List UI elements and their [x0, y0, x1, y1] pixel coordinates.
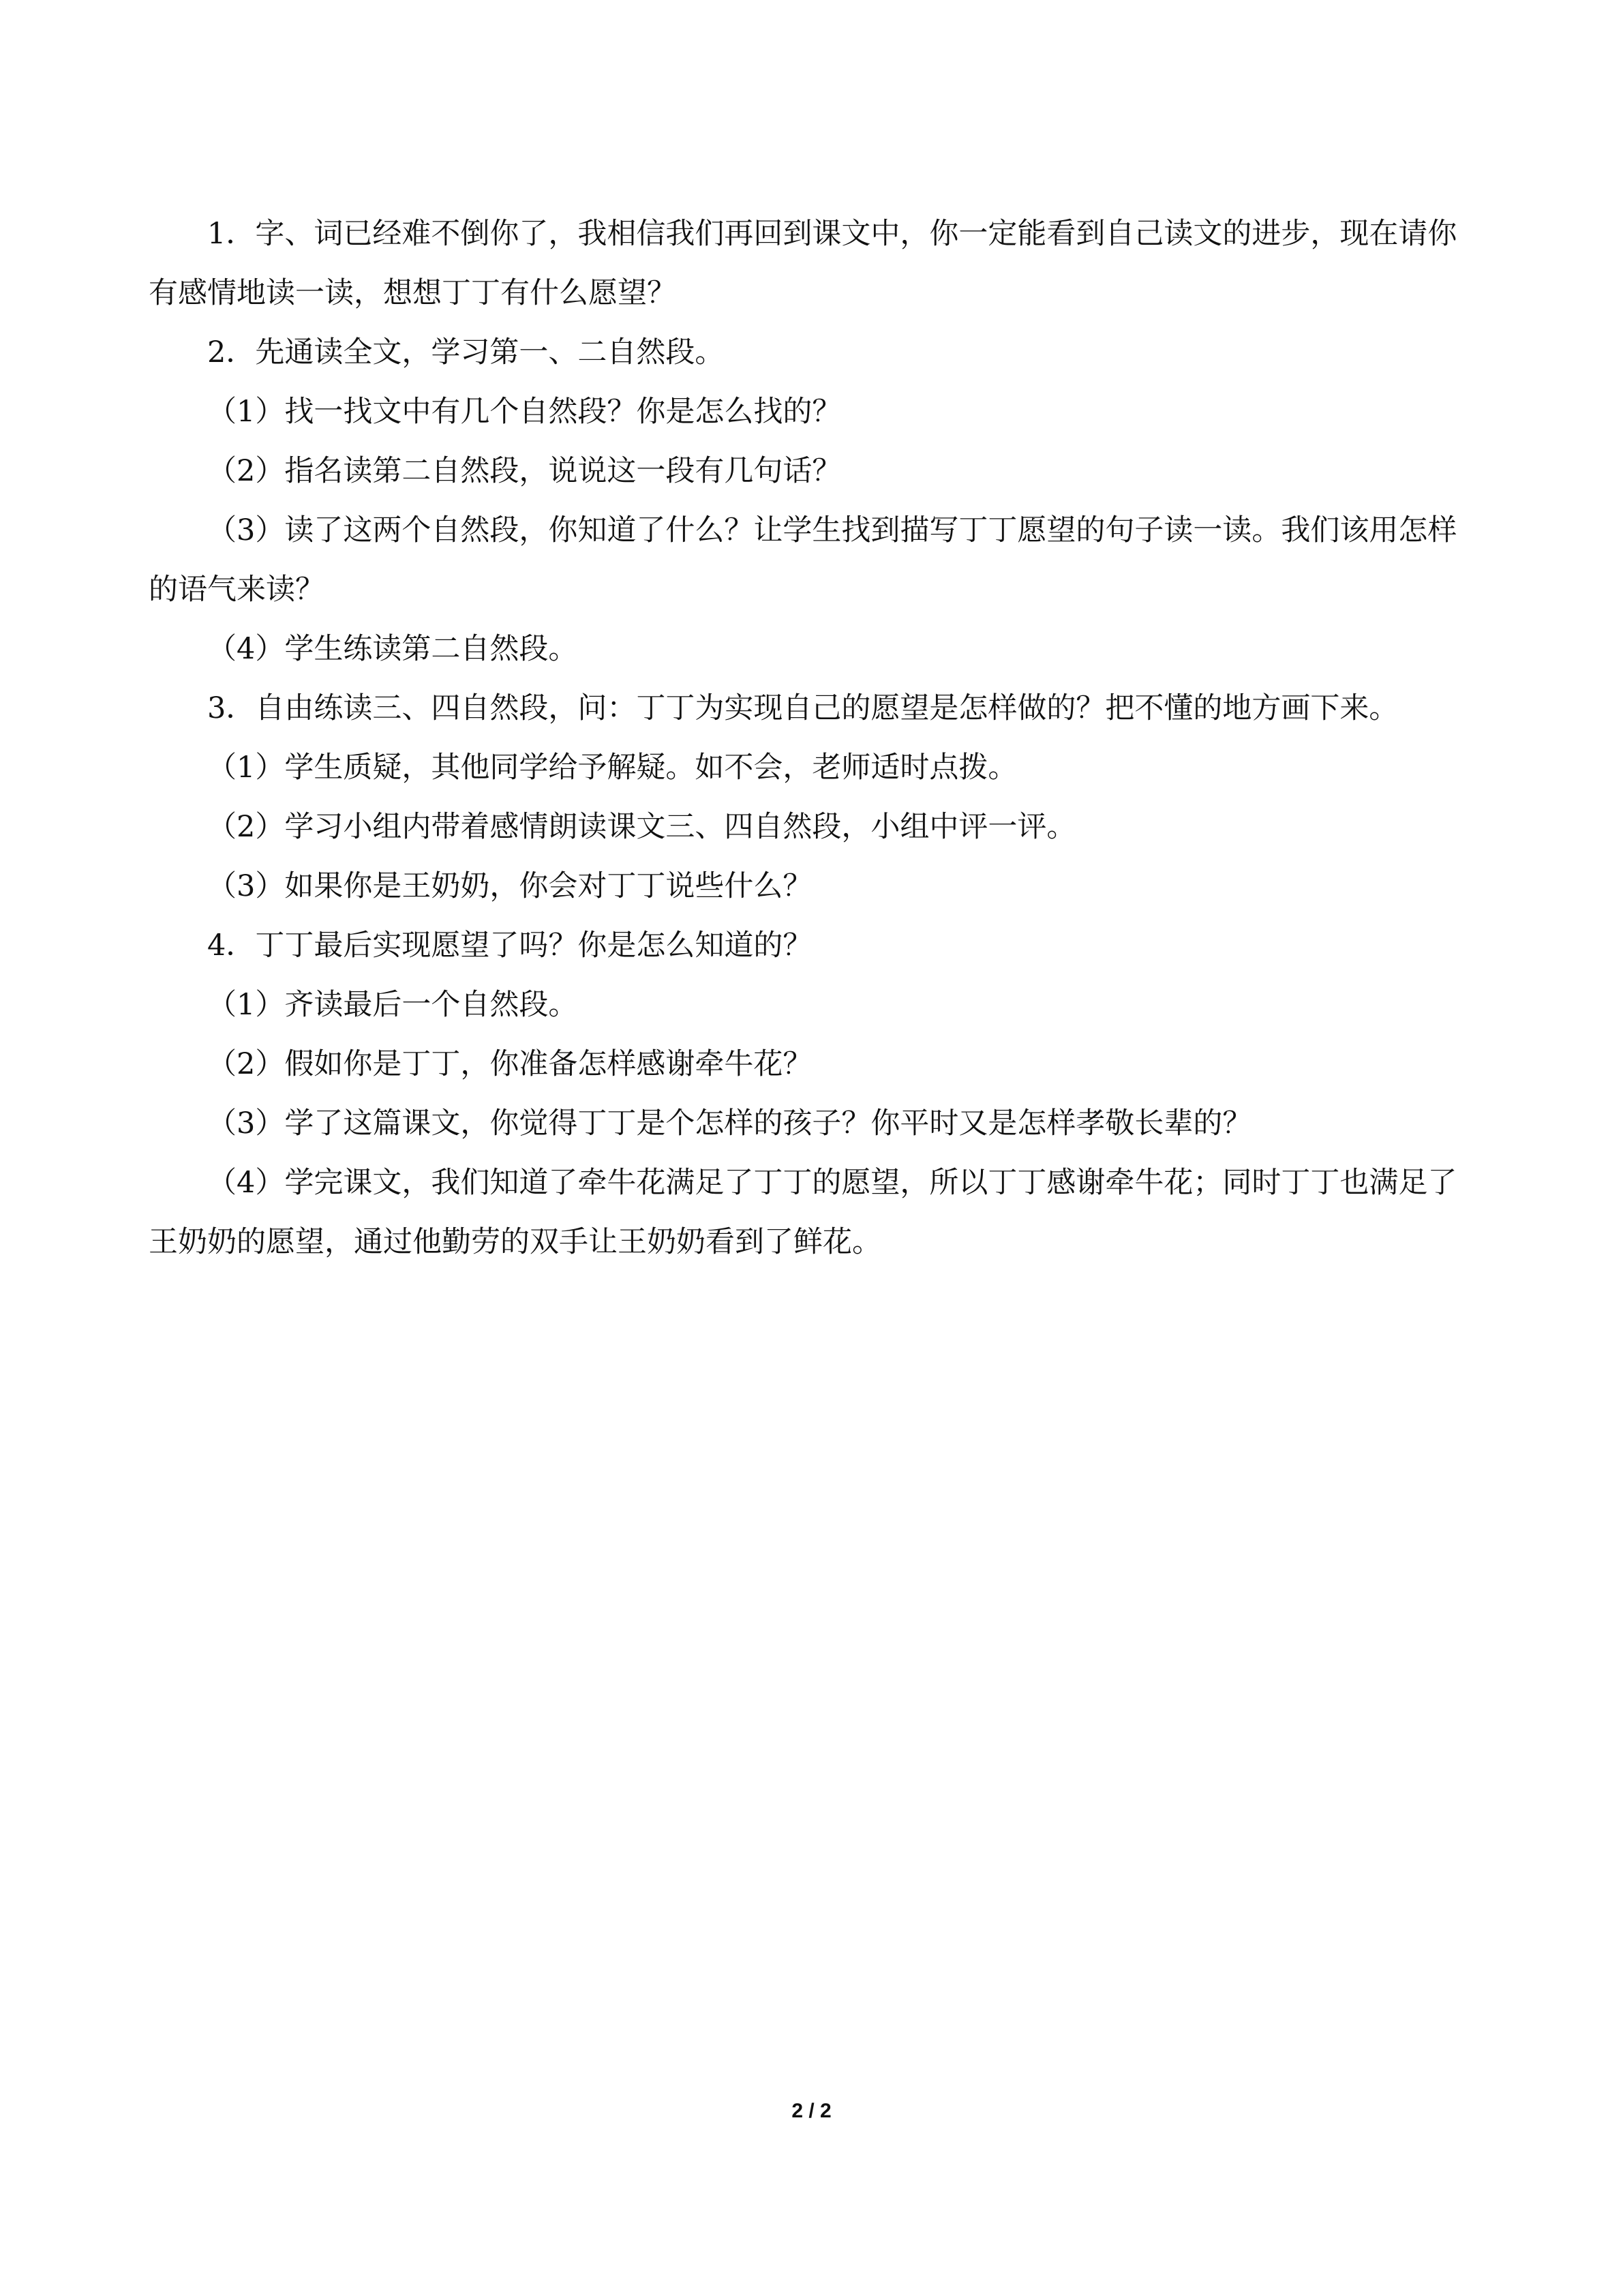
paragraph-step-2-1: （1）找一找文中有几个自然段？你是怎么找的？	[207, 395, 842, 429]
page-number: 2 / 2	[791, 2100, 832, 2122]
paragraph-step-2: 2．先通读全文，学习第一、二自然段。	[207, 335, 725, 369]
paragraph-step-2-3: （3）读了这两个自然段，你知道了什么？让学生找到描写丁丁愿望的句子读一读。我们该用怎样的语气来读？	[149, 513, 1457, 607]
paragraph-step-4-1: （1）齐读最后一个自然段。	[207, 988, 578, 1022]
paragraph-step-4-4: （4）学完课文，我们知道了牵牛花满足了丁丁的愿望，所以丁丁感谢牵牛花；同时丁丁也满足了王奶奶的愿望，通过他勤劳的双手让王奶奶看到了鲜花。	[149, 1166, 1457, 1259]
paragraph-step-3-3: （3）如果你是王奶奶，你会对丁丁说些什么？	[207, 869, 813, 903]
paragraph-step-4: 4．丁丁最后实现愿望了吗？你是怎么知道的？	[207, 928, 813, 963]
paragraph-step-4-2: （2）假如你是丁丁，你准备怎样感谢牵牛花？	[207, 1047, 813, 1081]
document-body	[149, 205, 1475, 1272]
paragraph-step-2-4: （4）学生练读第二自然段。	[207, 632, 578, 666]
paragraph-step-1: 1．字、词已经难不倒你了，我相信我们再回到课文中，你一定能看到自己读文的进步，现在请你有感情地读一读，想想丁丁有什么愿望？	[149, 217, 1457, 310]
paragraph-step-3-1: （1）学生质疑，其他同学给予解疑。如不会，老师适时点拨。	[207, 751, 1018, 785]
paragraph-step-3-2: （2）学习小组内带着感情朗读课文三、四自然段，小组中评一评。	[207, 810, 1076, 844]
paragraph-step-4-3: （3）学了这篇课文，你觉得丁丁是个怎样的孩子？你平时又是怎样孝敬长辈的？	[207, 1106, 1252, 1141]
paragraph-step-3: 3．自由练读三、四自然段，问：丁丁为实现自己的愿望是怎样做的？把不懂的地方画下来。	[207, 691, 1399, 725]
paragraph-step-2-2: （2）指名读第二自然段，说说这一段有几句话？	[207, 454, 842, 488]
